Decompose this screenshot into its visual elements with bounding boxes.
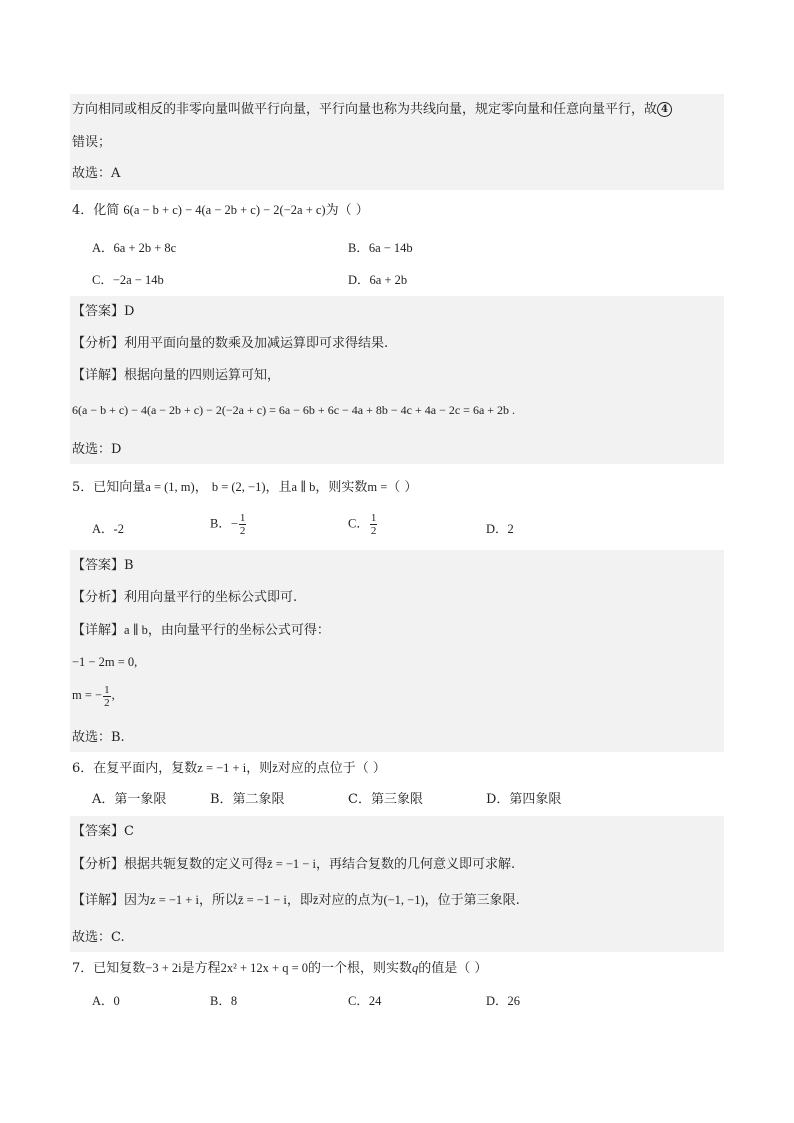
q5-option-d: D．2 <box>486 522 514 536</box>
q4-stem-expression: 6(a − b + c) − 4(a − 2b + c) − 2(−2a + c) <box>123 203 326 217</box>
q7-stem: 7．已知复数−3 + 2i是方程2x² + 12x + q = 0的一个根，则实数q的值是（ ） <box>72 961 488 976</box>
q4-detail: 【详解】根据向量的四则运算可知， <box>72 368 281 383</box>
solution-block-q5 <box>70 550 724 752</box>
q5-equation-2: m = − $\frac{1}{2}$ , <box>72 683 115 709</box>
q6-analysis: 【分析】根据共轭复数的定义可得z̄ = −1 − i，再结合复数的几何意义即可求解. <box>72 857 516 872</box>
q5-vector-a: a = (1, m) <box>145 480 195 494</box>
fraction-one-half: $\frac{1}{2}$ <box>370 512 377 537</box>
q6-z-bar: z̄ <box>272 761 278 775</box>
q4-option-d: D．6a + 2b <box>348 273 408 287</box>
q7-option-a: A．0 <box>92 994 120 1008</box>
q5-detail: 【详解】a ∥ b，由向量平行的坐标公式可得： <box>72 623 330 638</box>
q6-stem: 6．在复平面内，复数z = −1 + i，则z̄对应的点位于（ ） <box>72 761 386 776</box>
q7-complex-number: −3 + 2i <box>145 961 182 975</box>
q6-option-d: D．第四象限 <box>486 792 562 807</box>
q5-answer: 【答案】B <box>72 558 134 573</box>
q6-point: (−1, −1) <box>383 893 425 907</box>
q4-work: 6(a − b + c) − 4(a − 2b + c) − 2(−2a + c) = 6a − 6b + 6c − 4a + 8b − 4c + 4a − 2c = 6a + 2b . <box>72 403 516 417</box>
fraction-one-half: $\frac{1}{2}$ <box>239 512 246 537</box>
q5-choose: 故选：B. <box>72 730 125 745</box>
q6-option-a: A．第一象限 <box>92 792 167 807</box>
solution-block-q6 <box>70 816 724 952</box>
q6-option-b: B．第二象限 <box>210 792 285 807</box>
prev-detail-line2: 错误； <box>72 135 112 150</box>
q6-option-c: C．第三象限 <box>348 792 423 807</box>
q5-parallel: a ∥ b <box>291 480 316 494</box>
fraction-one-half: $\frac{1}{2}$ <box>104 683 110 709</box>
q4-option-c: C．−2a − 14b <box>92 273 164 287</box>
prev-detail-line1: 方向相同或相反的非零向量叫做平行向量，平行向量也称为共线向量，规定零向量和任意向量平行，故 4 <box>72 100 672 120</box>
q5-detail-parallel: a ∥ b <box>124 623 148 637</box>
q4-choose: 故选：D <box>72 442 122 457</box>
q4-option-b: B．6a − 14b <box>348 241 413 255</box>
q7-var: q <box>412 961 419 975</box>
q4-stem: 4．化简 6(a − b + c) − 4(a − 2b + c) − 2(−2a + c)为（ ） <box>72 203 369 218</box>
q5-analysis: 【分析】利用向量平行的坐标公式即可. <box>72 590 298 605</box>
q6-answer: 【答案】C <box>72 824 134 839</box>
q5-option-b: B．− $\frac{1}{2}$ <box>210 512 246 537</box>
q5-vector-b: b = (2, −1) <box>211 480 266 494</box>
prev-choose: 故选：A <box>72 166 121 181</box>
q6-detail: 【详解】因为z = −1 + i，所以z̄ = −1 − i，即z̄对应的点为(−1, −1)，位于第三象限. <box>72 893 520 908</box>
q5-stem: 5．已知向量a = (1, m)， b = (2, −1)，且a ∥ b，则实数m =（ ） <box>72 480 418 495</box>
q6-z: z = −1 + i <box>197 761 247 775</box>
q4-analysis: 【分析】利用平面向量的数乘及加减运算即可求得结果. <box>72 336 389 351</box>
q7-equation: 2x² + 12x + q = 0 <box>220 961 309 975</box>
q6-analysis-expr: z̄ = −1 − i <box>267 857 316 871</box>
q5-equation-1: −1 − 2m = 0, <box>72 655 138 669</box>
q7-option-c: C．24 <box>348 994 382 1008</box>
q7-option-d: D．26 <box>486 994 521 1008</box>
q7-option-b: B．8 <box>210 994 238 1008</box>
q4-answer: 【答案】D <box>72 304 135 319</box>
q5-option-a: A．-2 <box>92 522 124 536</box>
q4-option-a: A．6a + 2b + 8c <box>92 241 177 255</box>
circled-number-four: 4 <box>657 102 672 117</box>
q6-choose: 故选：C. <box>72 930 125 945</box>
q5-var: m = <box>367 480 388 494</box>
q5-option-c: C． $\frac{1}{2}$ <box>348 512 377 537</box>
